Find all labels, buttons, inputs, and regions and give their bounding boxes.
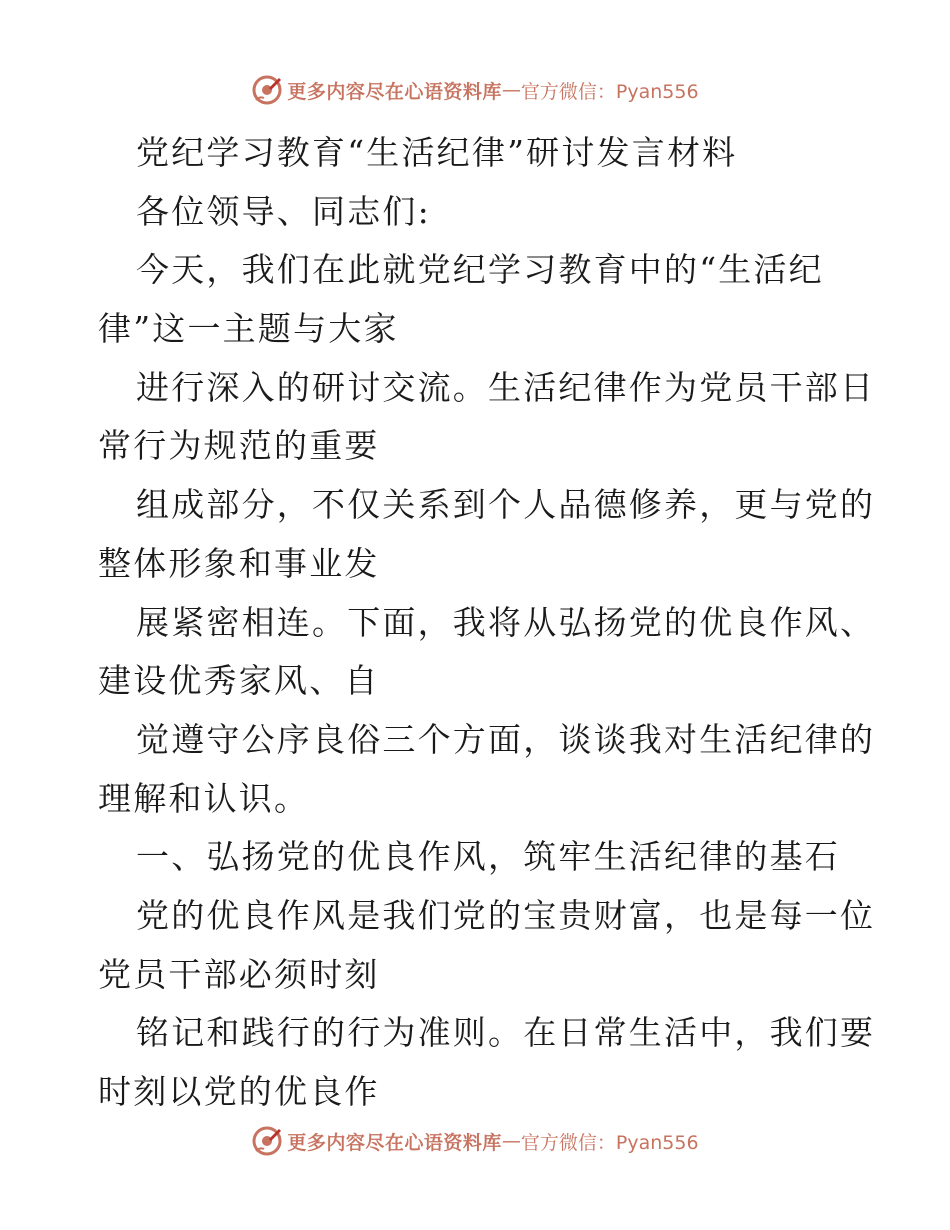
banner-separator: — xyxy=(501,79,521,101)
text-line: 进行深入的研讨交流。生活纪律作为党员干部日 xyxy=(136,367,876,407)
text-line: 觉遵守公序良俗三个方面，谈谈我对生活纪律的 xyxy=(136,719,876,759)
header-watermark-banner xyxy=(0,70,950,110)
text-line: 常行为规范的重要 xyxy=(98,426,380,466)
pen-circle-logo-icon xyxy=(251,1125,283,1157)
pen-circle-logo-icon xyxy=(251,74,283,106)
text-line: 时刻以党的优良作 xyxy=(98,1072,380,1111)
text-line: 建设优秀家风、自 xyxy=(98,661,380,701)
text-line: 律”这一主题与大家 xyxy=(98,309,399,349)
text-line: 今天，我们在此就党纪学习教育中的“生活纪 xyxy=(136,250,824,290)
document-body xyxy=(98,124,876,1122)
text-line: 整体形象和事业发 xyxy=(98,543,380,583)
banner-main-text: 更多内容尽在心语资料库 xyxy=(287,1131,502,1154)
text-line: 理解和认识。 xyxy=(98,778,310,818)
text-line: 党员干部必须时刻 xyxy=(98,954,380,994)
banner-wechat-text: 官方微信：Pyan556 xyxy=(520,1131,699,1154)
text-line: 展紧密相连。下面，我将从弘扬党的优良作风、 xyxy=(136,602,876,642)
banner-separator: — xyxy=(501,1130,521,1152)
text-line: 组成部分，不仅关系到个人品德修养，更与党的 xyxy=(136,485,876,525)
banner-main-text: 更多内容尽在心语资料库 xyxy=(287,80,502,103)
banner-wechat-text: 官方微信：Pyan556 xyxy=(520,80,699,103)
footer-watermark-banner xyxy=(0,1121,950,1161)
text-line: 各位领导、同志们: xyxy=(136,191,431,231)
text-line: 一、弘扬党的优良作风，筑牢生活纪律的基石 xyxy=(136,837,840,877)
text-line: 党的优良作风是我们党的宝贵财富，也是每一位 xyxy=(136,895,876,935)
document-title: 党纪学习教育“生活纪律”研讨发言材料 xyxy=(136,133,738,172)
text-line: 铭记和践行的行为准则。在日常生活中，我们要 xyxy=(136,1013,876,1053)
